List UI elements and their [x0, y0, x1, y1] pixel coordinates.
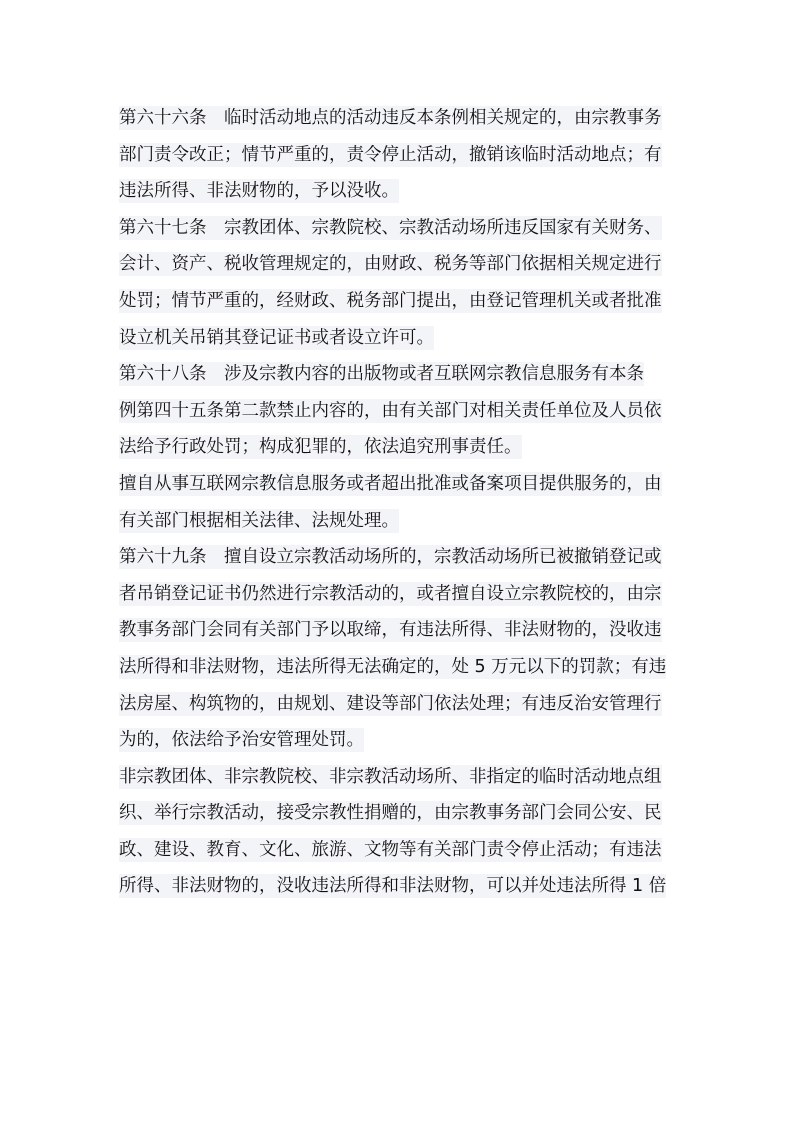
text-line: 法所得和非法财物，违法所得无法确定的，处 5 万元以下的罚款；有违 — [119, 656, 667, 677]
text-line: 第六十六条 临时活动地点的活动违反本条例相关规定的，由宗教事务 — [119, 108, 662, 128]
text-line: 部门责令改正；情节严重的，责令停止活动，撤销该临时活动地点；有 — [119, 144, 662, 165]
article-67-paragraph — [119, 210, 679, 356]
article-69-second-paragraph — [119, 759, 679, 905]
text-line: 织、举行宗教活动，接受宗教性捐赠的，由宗教事务部门会同公安、民 — [119, 803, 662, 824]
text-line: 设立机关吊销其登记证书或者设立许可。 — [119, 327, 434, 348]
text-line: 有关部门根据相关法律、法规处理。 — [119, 510, 399, 531]
text-line: 会计、资产、税收管理规定的，由财政、税务等部门依据相关规定进行 — [119, 254, 662, 275]
text-line: 法房屋、构筑物的，由规划、建设等部门依法处理；有违反治安管理行 — [119, 693, 662, 714]
text-line: 擅自从事互联网宗教信息服务或者超出批准或备案项目提供服务的，由 — [119, 473, 662, 494]
text-line: 违法所得、非法财物的，予以没收。 — [119, 181, 399, 202]
text-line: 政、建设、教育、文化、旅游、文物等有关部门责令停止活动；有违法 — [119, 839, 662, 860]
text-line: 为的，依法给予治安管理处罚。 — [119, 730, 364, 751]
text-line: 法给予行政处罚；构成犯罪的，依法追究刑事责任。 — [119, 437, 522, 458]
article-68-second-paragraph — [119, 466, 679, 539]
article-69-paragraph — [119, 539, 679, 759]
text-line: 教事务部门会同有关部门予以取缔，有违法所得、非法财物的，没收违 — [119, 620, 662, 641]
text-line: 例第四十五条第二款禁止内容的，由有关部门对相关责任单位及人员依 — [119, 400, 662, 421]
article-68-paragraph — [119, 356, 679, 466]
text-line: 第六十九条 擅自设立宗教活动场所的，宗教活动场所已被撤销登记或 — [119, 547, 662, 568]
text-line: 第六十八条 涉及宗教内容的出版物或者互联网宗教信息服务有本条 — [119, 364, 644, 385]
document-body — [119, 100, 679, 905]
text-line: 所得、非法财物的，没收违法所得和非法财物，可以并处违法所得 1 倍 — [119, 876, 667, 897]
text-line: 者吊销登记证书仍然进行宗教活动的，或者擅自设立宗教院校的，由宗 — [119, 583, 662, 604]
article-66-paragraph — [119, 100, 679, 210]
text-line: 非宗教团体、非宗教院校、非宗教活动场所、非指定的临时活动地点组 — [119, 766, 662, 787]
text-line: 处罚；情节严重的，经财政、税务部门提出，由登记管理机关或者批准 — [119, 290, 662, 311]
text-line: 第六十七条 宗教团体、宗教院校、宗教活动场所违反国家有关财务、 — [119, 217, 662, 238]
